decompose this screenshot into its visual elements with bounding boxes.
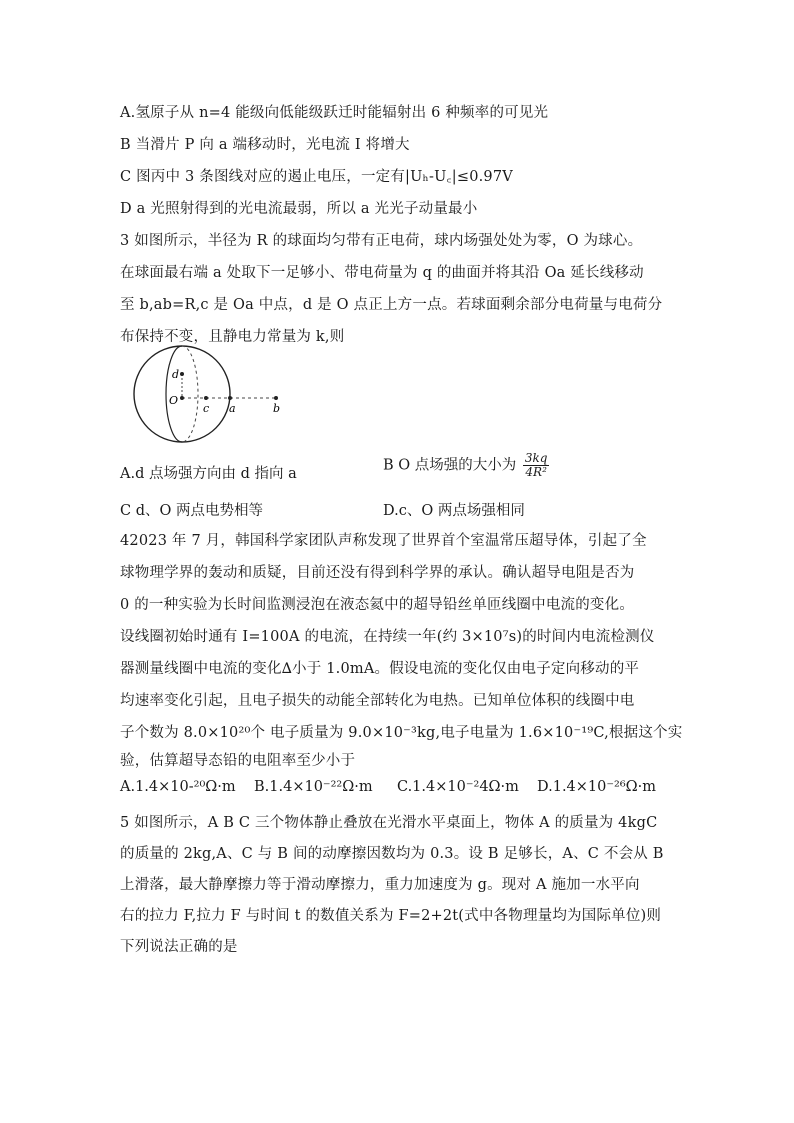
q4-stem-line: 验，估算超导态铅的电阻率至少小于 bbox=[120, 753, 356, 769]
q5-stem-line: 下列说法正确的是 bbox=[120, 939, 238, 955]
fraction-denominator: 4R² bbox=[525, 465, 547, 479]
q4-option-a: A.1.4×10-²⁰Ω·m bbox=[120, 779, 236, 795]
point-b bbox=[274, 396, 278, 400]
q4-stem-line: 均速率变化引起，且电子损失的动能全部转化为电热。已知单位体积的线圈中电 bbox=[120, 693, 635, 709]
point-o bbox=[180, 396, 184, 400]
label-b: b bbox=[273, 402, 281, 415]
q5-stem-line: 5 如图所示，A B C 三个物体静止叠放在光滑水平桌面上，物体 A 的质量为 4kgC bbox=[120, 815, 658, 831]
q2-option-b: B 当滑片 P 向 a 端移动时，光电流 I 将增大 bbox=[120, 137, 410, 153]
q4-stem-line: 器测量线圈中电流的变化∆小于 1.0mA。假设电流的变化仅由电子定向移动的平 bbox=[120, 661, 640, 677]
q4-option-b: B.1.4×10⁻²²Ω·m bbox=[254, 779, 373, 795]
q3-option-c: C d、O 两点电势相等 bbox=[120, 503, 263, 519]
q3-stem-line: 在球面最右端 a 处取下一足够小、带电荷量为 q 的曲面并将其沿 Oa 延长线移动 bbox=[120, 265, 644, 281]
q4-options-row bbox=[120, 779, 680, 799]
q4-option-d: D.1.4×10⁻²⁶Ω·m bbox=[537, 779, 657, 795]
q2-option-d: D a 光照射得到的光电流最弱，所以 a 光光子动量最小 bbox=[120, 201, 478, 217]
q5-stem-line: 右的拉力 F,拉力 F 与时间 t 的数值关系为 F=2+2t(式中各物理量均为国际单位)则 bbox=[120, 908, 662, 924]
q4-stem-line: 球物理学界的轰动和质疑，目前还没有得到科学界的承认。确认超导电阻是否为 bbox=[120, 565, 635, 581]
q5-stem-line: 的质量的 2kg,A、C 与 B 间的动摩擦因数均为 0.3。设 B 足够长，A、C 不会从 B bbox=[120, 846, 664, 862]
q4-stem-line: 42023 年 7 月，韩国科学家团队声称发现了世界首个室温常压超导体，引起了全 bbox=[120, 533, 647, 549]
sphere-back-meridian bbox=[182, 346, 198, 442]
q3-option-b bbox=[383, 452, 549, 479]
q3-stem-line: 3 如图所示，半径为 R 的球面均匀带有正电荷，球内场强处处为零，O 为球心。 bbox=[120, 233, 643, 249]
point-d bbox=[180, 372, 184, 376]
label-c: c bbox=[203, 402, 210, 415]
point-c bbox=[204, 396, 208, 400]
q3-option-a: A.d 点场强方向由 d 指向 a bbox=[120, 466, 297, 482]
q4-stem-line: 设线圈初始时通有 I=100A 的电流，在持续一年(约 3×10⁷s)的时间内电流检测仪 bbox=[120, 629, 655, 645]
label-d: d bbox=[172, 368, 180, 381]
q3-option-b-text: B O 点场强的大小为 bbox=[383, 457, 517, 474]
q4-stem-line: 0 的一种实验为长时间监测浸泡在液态氦中的超导铅丝单匝线圈中电流的变化。 bbox=[120, 597, 635, 613]
q5-stem-line: 上滑落，最大静摩擦力等于滑动摩擦力，重力加速度为 g。现对 A 施加一水平向 bbox=[120, 877, 640, 893]
label-a: a bbox=[229, 402, 236, 415]
point-a bbox=[228, 396, 232, 400]
label-o: O bbox=[169, 394, 179, 407]
q3-option-d: D.c、O 两点场强相同 bbox=[383, 503, 525, 519]
q3-stem-line: 布保持不变，且静电力常量为 k,则 bbox=[120, 329, 345, 345]
q2-option-c: C 图丙中 3 条图线对应的遏止电压，一定有|Uₕ-U꜀|≤0.97V bbox=[120, 169, 513, 185]
q2-option-a: A.氢原子从 n=4 能级向低能级跃迁时能辐射出 6 种频率的可见光 bbox=[120, 105, 549, 121]
q3-option-b-fraction bbox=[523, 452, 550, 479]
sphere-figure bbox=[128, 344, 298, 446]
q4-stem-line: 子个数为 8.0×10²⁰个 电子质量为 9.0×10⁻³kg,电子电量为 1.6×10⁻¹⁹C,根据这个实 bbox=[120, 725, 683, 741]
q3-stem-line: 至 b,ab=R,c 是 Oa 中点，d 是 O 点正上方一点。若球面剩余部分电荷量与电荷分 bbox=[120, 297, 663, 313]
fraction-numerator: 3kq bbox=[524, 451, 548, 465]
q4-option-c: C.1.4×10⁻²4Ω·m bbox=[397, 779, 519, 795]
